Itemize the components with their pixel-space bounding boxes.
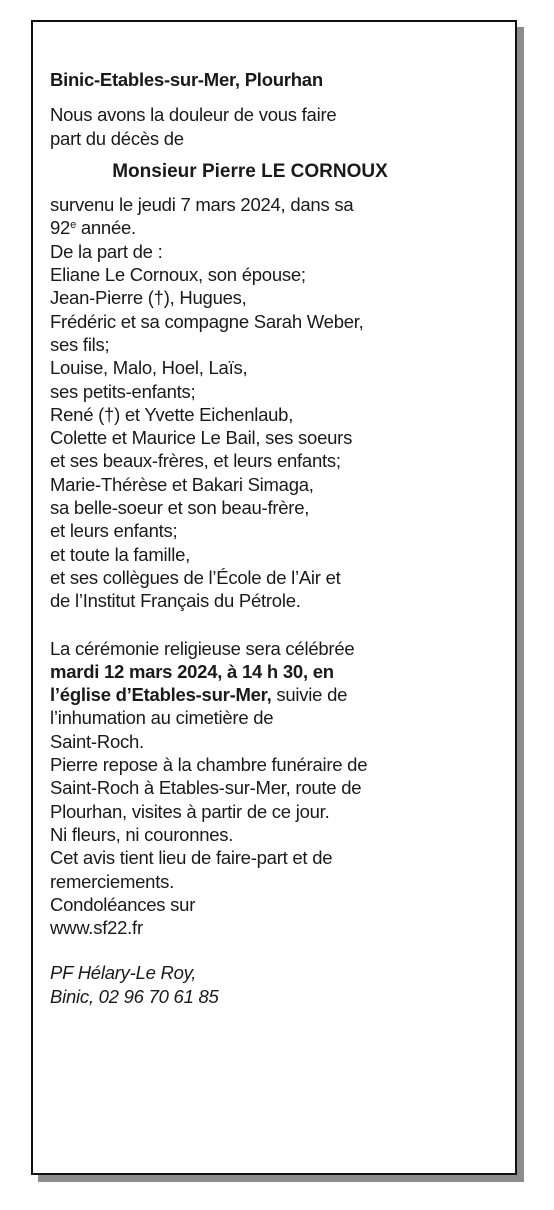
family-line: René (†) et Yvette Eichenlaub,: [50, 403, 294, 425]
age-line: [50, 216, 450, 239]
ceremony-line: Cet avis tient lieu de faire-part et de: [50, 847, 333, 869]
family-line: et ses collègues de l’École de l’Air et: [50, 566, 341, 588]
ceremony-line: l’inhumation au cimetière de: [50, 707, 274, 729]
obituary-notice-content: [50, 68, 450, 1008]
section-gap: [50, 613, 450, 637]
ceremony-place: l’église d’Etables-sur-Mer,: [50, 684, 272, 706]
deceased-name: Monsieur Pierre LE CORNOUX: [112, 160, 388, 182]
family-line: De la part de :: [50, 240, 163, 262]
family-line: Jean-Pierre (†), Hugues,: [50, 287, 247, 309]
family-line: Marie-Thérèse et Bakari Simaga,: [50, 473, 314, 495]
death-date-line: survenu le jeudi 7 mars 2024, dans sa: [50, 194, 354, 216]
ceremony-line: remerciements.: [50, 870, 174, 892]
notice-location-heading: Binic-Etables-sur-Mer, Plourhan: [50, 69, 323, 90]
funeral-home-signature: [50, 961, 450, 1008]
ceremony-place-line: [50, 683, 450, 706]
notice-intro: [50, 103, 450, 150]
ceremony-line: Ni fleurs, ni couronnes.: [50, 823, 234, 845]
family-line: Frédéric et sa compagne Sarah Weber,: [50, 310, 364, 332]
ceremony-line: Saint-Roch à Etables-sur-Mer, route de: [50, 777, 362, 799]
age-number: 92: [50, 217, 71, 239]
age-rest: année.: [75, 217, 136, 239]
ceremony-line: Condoléances sur: [50, 893, 196, 915]
intro-line: part du décès de: [50, 127, 184, 149]
ceremony-line: Saint-Roch.: [50, 730, 144, 752]
family-line: ses fils;: [50, 333, 110, 355]
family-line: et toute la famille,: [50, 543, 190, 565]
funeral-home-line: Binic, 02 96 70 61 85: [50, 985, 219, 1007]
ceremony-line: Pierre repose à la chambre funéraire de: [50, 754, 368, 776]
ceremony-line: Plourhan, visites à partir de ce jour.: [50, 800, 330, 822]
family-line: Eliane Le Cornoux, son épouse;: [50, 264, 306, 286]
family-line: Colette et Maurice Le Bail, ses soeurs: [50, 427, 353, 449]
ceremony-place-rest: suivie de: [271, 684, 348, 706]
funeral-home-line: PF Hélary-Le Roy,: [50, 962, 197, 984]
family-line: Louise, Malo, Hoel, Laïs,: [50, 357, 248, 379]
family-list: [50, 240, 450, 613]
family-line: de l’Institut Français du Pétrole.: [50, 590, 301, 612]
family-line: sa belle-soeur et son beau-frère,: [50, 497, 310, 519]
ceremony-line: www.sf22.fr: [50, 917, 143, 939]
death-details: [50, 193, 450, 240]
ceremony-details: [50, 637, 450, 940]
ceremony-date-time: mardi 12 mars 2024, à 14 h 30, en: [50, 660, 334, 682]
intro-line: Nous avons la douleur de vous faire: [50, 104, 337, 126]
family-line: et ses beaux-frères, et leurs enfants;: [50, 450, 341, 472]
age-ordinal: e: [70, 219, 76, 232]
ceremony-intro: La cérémonie religieuse sera célébrée: [50, 637, 355, 659]
section-gap: [50, 939, 450, 961]
family-line: et leurs enfants;: [50, 520, 178, 542]
family-line: ses petits-enfants;: [50, 380, 196, 402]
